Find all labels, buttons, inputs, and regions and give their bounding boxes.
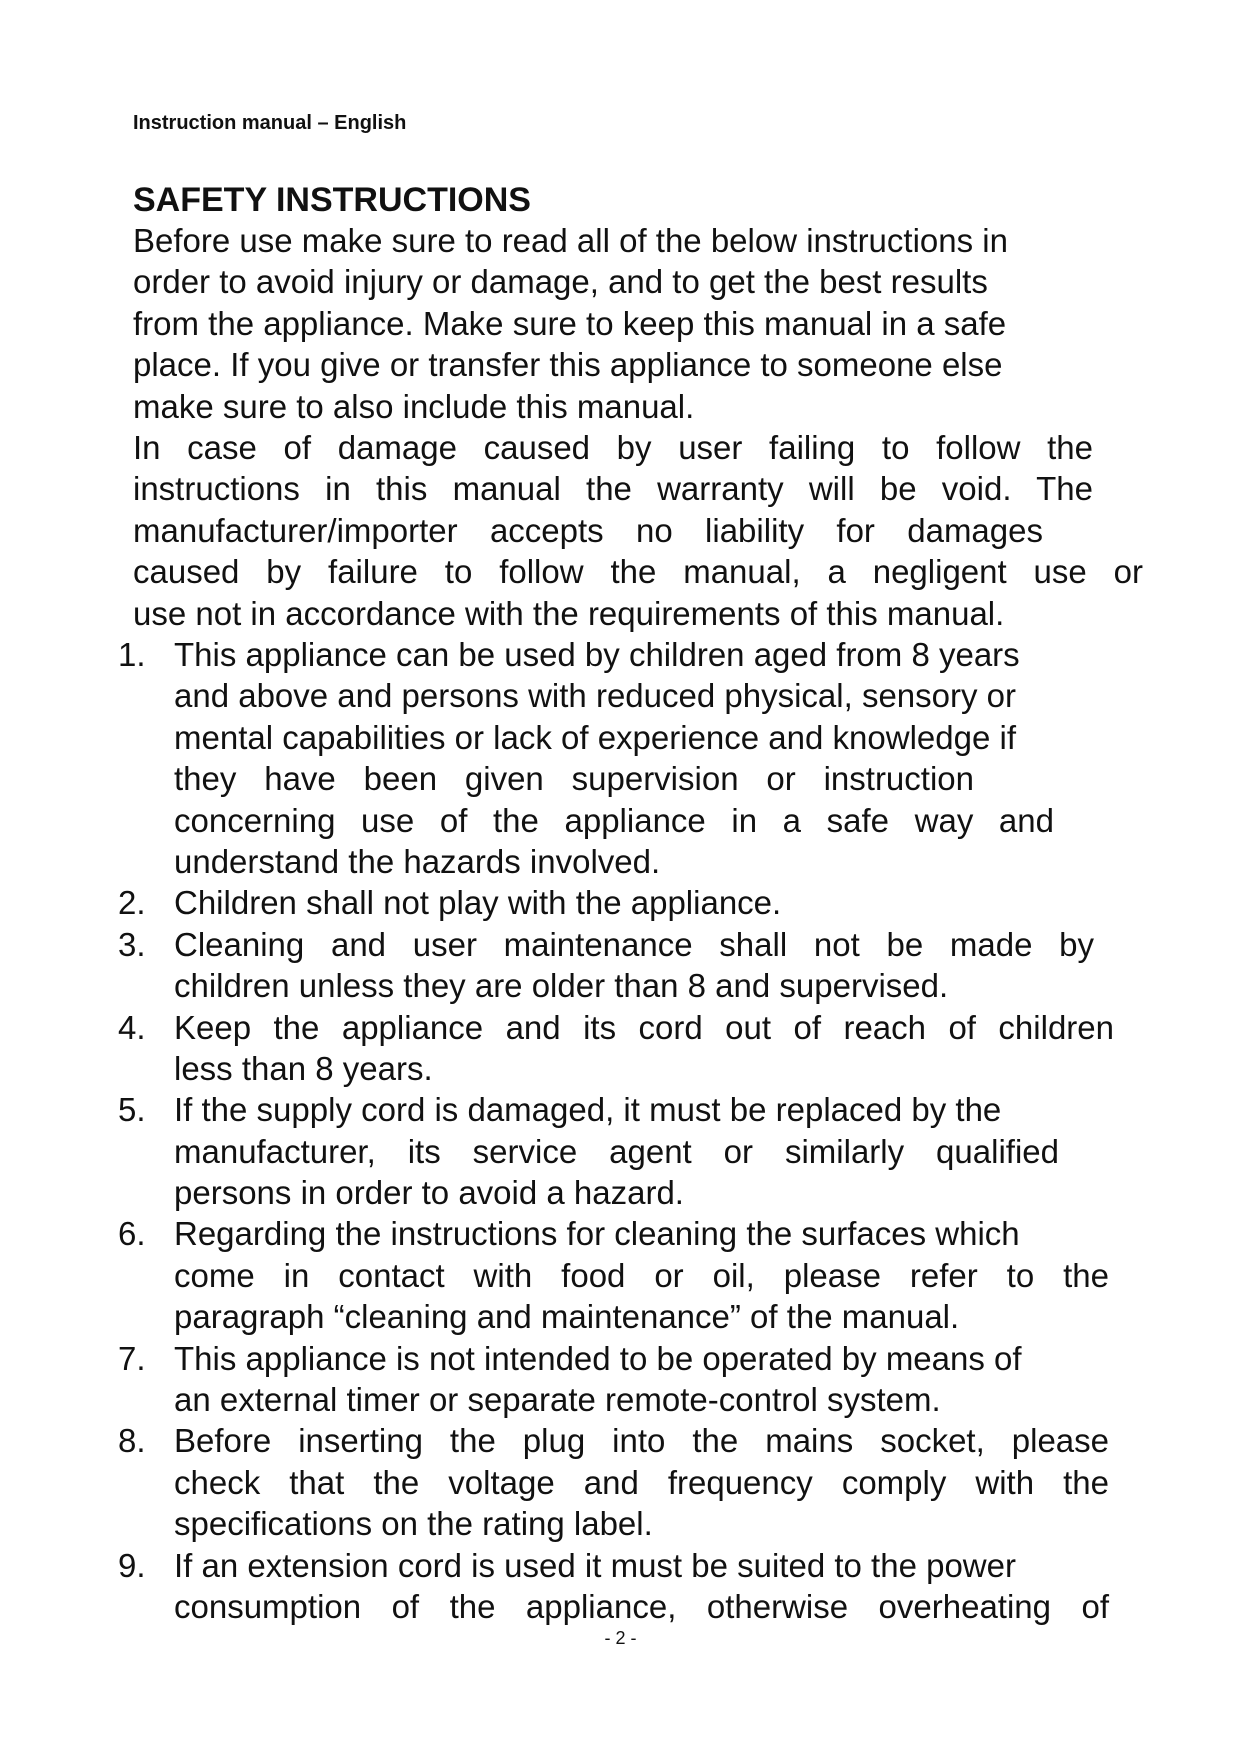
item-number: 8.	[118, 1422, 146, 1460]
item-text	[174, 1545, 1143, 1628]
item-line: If an extension cord is used it must be suited to the power	[174, 1546, 1016, 1584]
intro-line: order to avoid injury or damage, and to get the best results	[133, 263, 988, 301]
item-number: 5.	[118, 1091, 146, 1129]
item-line: they have been given supervision or instruction	[174, 760, 974, 798]
intro-line: manufacturer/importer accepts no liability for damages	[133, 511, 1043, 549]
item-line: paragraph “cleaning and maintenance” of the manual.	[174, 1298, 960, 1336]
item-line: and above and persons with reduced physical, sensory or	[174, 677, 1016, 715]
item-line: Regarding the instructions for cleaning the surfaces which	[174, 1215, 1020, 1253]
item-text	[174, 1338, 1143, 1421]
list-item	[118, 1089, 1143, 1213]
item-line: concerning use of the appliance in a safe way and	[174, 801, 1054, 839]
item-text	[174, 634, 1143, 882]
list-item	[118, 1545, 1143, 1628]
intro-line: instructions in this manual the warranty will be void. The	[133, 470, 1093, 508]
safety-instructions-list	[118, 634, 1143, 1627]
item-text	[174, 1007, 1143, 1090]
item-line: specifications on the rating label.	[174, 1505, 653, 1543]
item-line: Children shall not play with the appliance.	[174, 884, 782, 922]
item-number: 6.	[118, 1215, 146, 1253]
intro-line: make sure to also include this manual.	[133, 387, 695, 425]
item-line: This appliance is not intended to be operated by means of	[174, 1339, 1022, 1377]
item-line: less than 8 years.	[174, 1049, 433, 1087]
intro-paragraph	[133, 220, 1143, 634]
list-item	[118, 1420, 1143, 1544]
item-number: 3.	[118, 925, 146, 963]
item-line: manufacturer, its service agent or similarly qualified	[174, 1132, 1059, 1170]
list-item	[118, 882, 1143, 923]
item-line: mental capabilities or lack of experience and knowledge if	[174, 718, 1016, 756]
list-item	[118, 1007, 1143, 1090]
item-line: understand the hazards involved.	[174, 842, 661, 880]
item-number: 9.	[118, 1546, 146, 1584]
item-text	[174, 1089, 1143, 1213]
item-line: Cleaning and user maintenance shall not be made by	[174, 925, 1094, 963]
item-line: come in contact with food or oil, please refer to the	[174, 1256, 1109, 1294]
item-line: If the supply cord is damaged, it must be replaced by the	[174, 1091, 1002, 1129]
item-line: consumption of the appliance, otherwise overheating of	[174, 1587, 1109, 1625]
manual-header: Instruction manual – English	[133, 112, 407, 134]
list-item	[118, 634, 1143, 882]
item-line: persons in order to avoid a hazard.	[174, 1174, 684, 1212]
intro-line: In case of damage caused by user failing to follow the	[133, 428, 1093, 466]
item-line: an external timer or separate remote-control system.	[174, 1381, 941, 1419]
item-text	[174, 882, 1143, 923]
intro-line: from the appliance. Make sure to keep this manual in a safe	[133, 304, 1007, 342]
item-line: children unless they are older than 8 and supervised.	[174, 967, 949, 1005]
item-text	[174, 924, 1143, 1007]
list-item	[118, 924, 1143, 1007]
item-line: check that the voltage and frequency comply with the	[174, 1463, 1109, 1501]
intro-line: Before use make sure to read all of the below instructions in	[133, 222, 1008, 259]
item-line: This appliance can be used by children aged from 8 years	[174, 636, 1020, 673]
item-number: 7.	[118, 1339, 146, 1377]
item-number: 4.	[118, 1008, 146, 1046]
item-text	[174, 1420, 1143, 1544]
intro-line: use not in accordance with the requirements of this manual.	[133, 594, 1005, 632]
list-item	[118, 1338, 1143, 1421]
item-line: Before inserting the plug into the mains socket, please	[174, 1422, 1109, 1460]
item-number: 2.	[118, 884, 146, 922]
list-item	[118, 1213, 1143, 1337]
item-text	[174, 1213, 1143, 1337]
intro-line: caused by failure to follow the manual, a negligent use or	[133, 553, 1143, 591]
intro-line: place. If you give or transfer this appliance to someone else	[133, 346, 1003, 384]
section-title: SAFETY INSTRUCTIONS	[133, 181, 531, 219]
page-number: - 2 -	[604, 1628, 637, 1648]
item-number: 1.	[118, 636, 146, 673]
item-line: Keep the appliance and its cord out of reach of children	[174, 1008, 1114, 1046]
